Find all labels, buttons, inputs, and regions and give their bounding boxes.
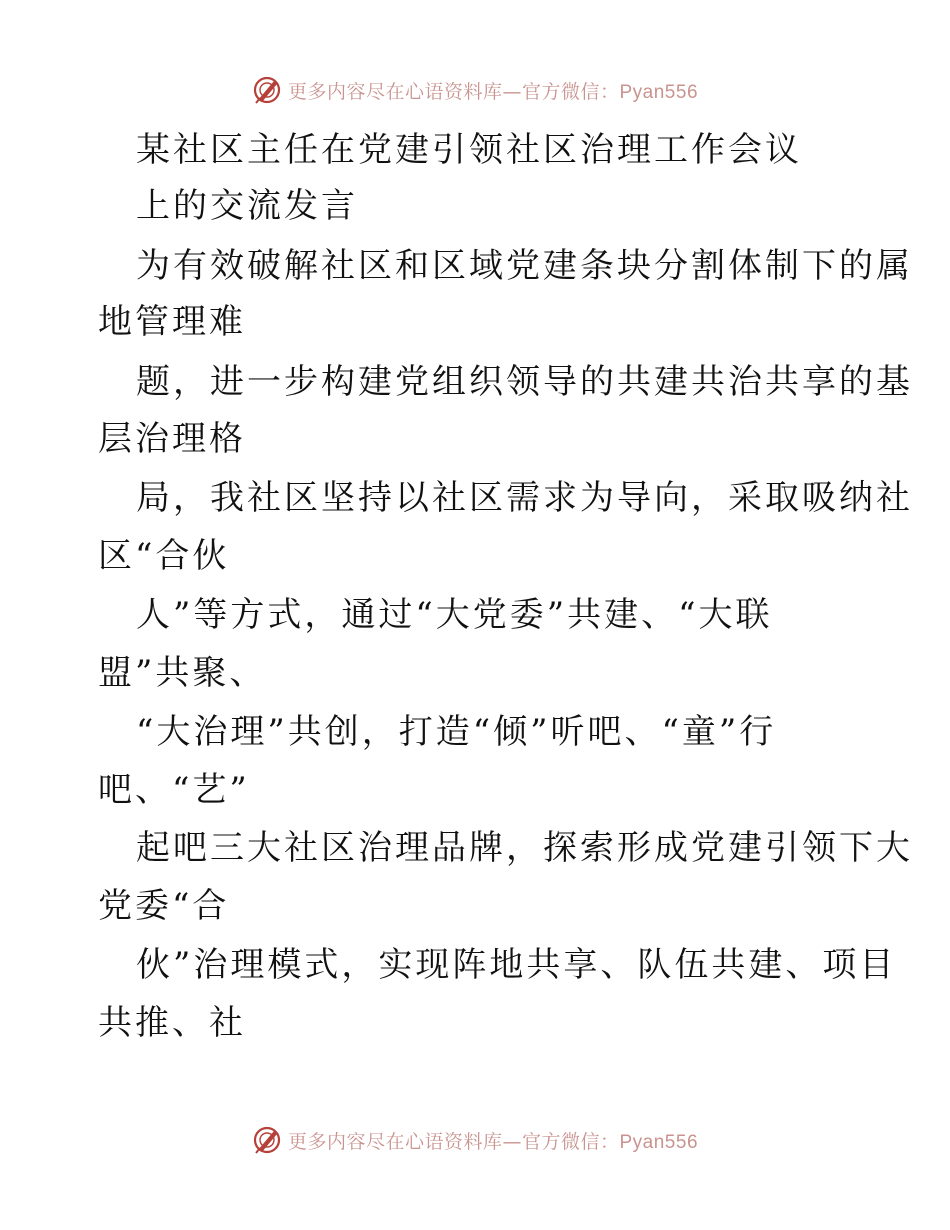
paragraph-line: 伙”治理模式，实现阵地共享、队伍共建、项目	[136, 945, 897, 985]
watermark-separator: —	[502, 80, 522, 103]
watermark-text	[288, 1127, 698, 1154]
watermark-wechat-id: Pyan556	[619, 1131, 699, 1153]
paragraph-line: 起吧三大社区治理品牌，探索形成党建引领下大	[136, 828, 913, 868]
paragraph-line: 共推、社	[98, 1003, 246, 1043]
watermark-group	[252, 75, 698, 105]
watermark-text	[288, 77, 698, 104]
pen-logo-icon	[252, 1125, 282, 1155]
paragraph-line: 人”等方式，通过“大党委”共建、“大联	[136, 595, 773, 635]
watermark-separator: —	[502, 1130, 522, 1153]
title-line-1: 某社区主任在党建引领社区治理工作会议	[136, 130, 802, 170]
watermark-group	[252, 1125, 698, 1155]
watermark-main: 更多内容尽在心语资料库	[287, 80, 503, 103]
paragraph-line: 地管理难	[98, 302, 246, 342]
paragraph-line: 吧、“艺”	[98, 770, 250, 810]
pen-logo-icon	[252, 75, 282, 105]
paragraph-line: 局，我社区坚持以社区需求为导向，采取吸纳社	[136, 478, 913, 518]
watermark-wechat-label: 官方微信：	[521, 1130, 620, 1153]
footer-watermark	[0, 1122, 950, 1158]
paragraph-line: 区“合伙	[98, 536, 230, 576]
watermark-wechat-id: Pyan556	[619, 81, 699, 103]
title-line-2: 上的交流发言	[136, 186, 358, 226]
paragraph-line: 盟”共聚、	[98, 653, 267, 693]
watermark-wechat-label: 官方微信：	[521, 80, 620, 103]
paragraph-line: 层治理格	[98, 419, 246, 459]
paragraph-line: 为有效破解社区和区域党建条块分割体制下的属	[136, 246, 913, 286]
watermark-main: 更多内容尽在心语资料库	[287, 1130, 503, 1153]
header-watermark	[0, 72, 950, 108]
paragraph-line: 题，进一步构建党组织领导的共建共治共享的基	[136, 362, 913, 402]
paragraph-line: 党委“合	[98, 886, 230, 926]
paragraph-line: “大治理”共创，打造“倾”听吧、“童”行	[136, 712, 777, 752]
